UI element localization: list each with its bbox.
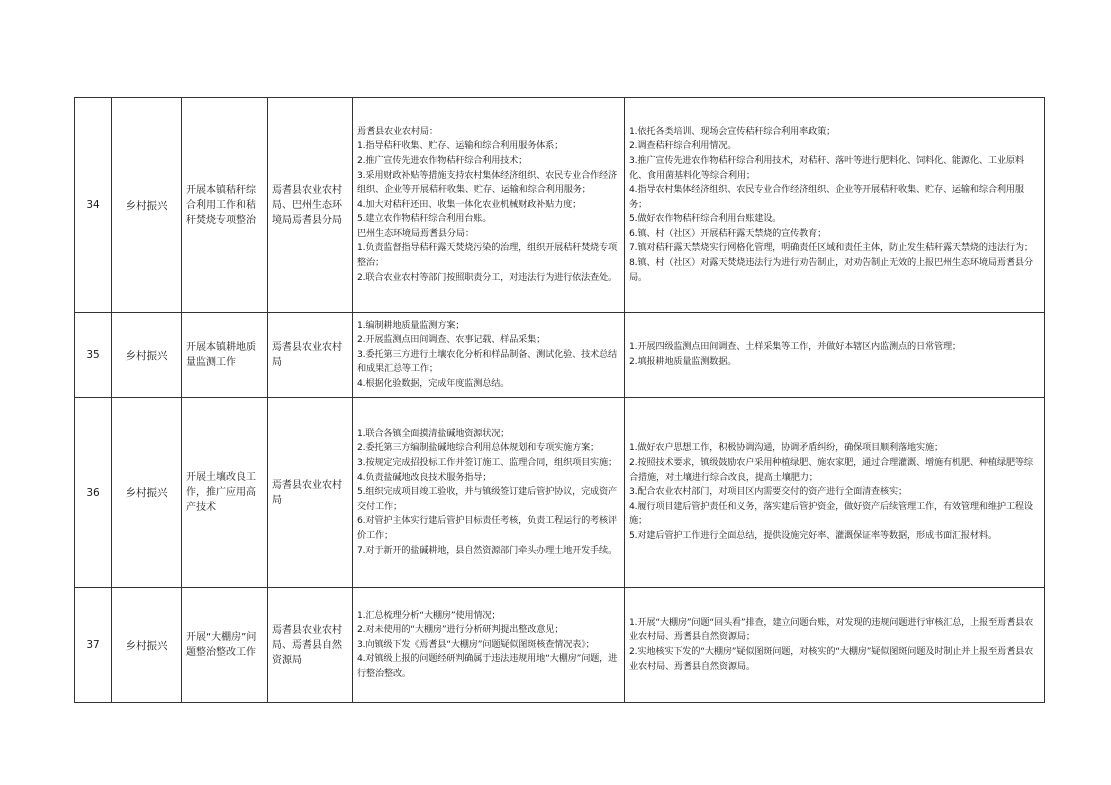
duty-line: 2.调查秸秆综合利用情况。 [629, 140, 737, 152]
duty-line: 5.做好农作物秸秆综合利用台账建设。 [629, 213, 782, 225]
table-row-35 [75, 313, 1045, 398]
row-category: 乡村振兴 [112, 98, 182, 313]
row-town-duties [625, 98, 1045, 313]
row-county-duties [353, 313, 625, 398]
duty-line: 1.依托各类培训、现场会宣传秸秆综合利用率政策； [629, 125, 836, 137]
duty-line: 3.采用财政补贴等措施支持农村集体经济组织、农民专业合作经济组织、企业等开展秸秆收集、贮存、运输和综合利用服务； [357, 169, 618, 196]
duty-line: 4.负责盐碱地改良技术服务指导； [357, 471, 492, 483]
row-number: 36 [75, 398, 112, 588]
duty-line: 8.镇、村（社区）对露天焚烧违法行为进行劝告制止，对劝告制止无效的上报巴州生态环境局焉耆县分局。 [629, 257, 1033, 283]
duty-line: 6.镇、村（社区）开展秸秆露天禁烧的宣传教育； [629, 227, 827, 239]
duty-line: 2.委托第三方编制盐碱地综合利用总体规划和专项实施方案； [357, 442, 600, 454]
duty-line: 1.开展四级监测点田间调查、土样采集等工作，并做好本辖区内监测点的日常管理； [629, 341, 961, 353]
row-town-duties [625, 588, 1045, 703]
duty-line: 1.编制耕地质量监测方案； [357, 319, 465, 331]
duty-line: 5.建立农作物秸秆综合利用台账。 [357, 213, 492, 225]
table-row-34 [75, 98, 1045, 313]
row-category: 乡村振兴 [112, 313, 182, 398]
duty-line: 3.向镇级下发《焉耆县“大棚房”问题疑似图斑核查情况表》； [357, 638, 595, 650]
row-task: 开展土壤改良工作，推广应用高产技术 [182, 398, 268, 588]
duty-line: 3.推广宣传先进农作物秸秆综合利用技术，对秸秆、落叶等进行肥料化、饲料化、能源化、工业原料化、食用菌基料化等综合利用； [629, 154, 1024, 181]
duty-line: 1.做好农户思想工作，积极协调沟通，协调矛盾纠纷，确保项目顺利落地实施； [629, 442, 943, 454]
row-category: 乡村振兴 [112, 588, 182, 703]
duty-line: 3.配合农业农村部门，对项目区内需要交付的资产进行全面清查核实； [629, 486, 907, 498]
row-county-duties [353, 398, 625, 588]
row-county-duties [353, 98, 625, 313]
duty-line: 7.镇对秸秆露天禁烧实行网格化管理，明确责任区域和责任主体，防止发生秸秆露天禁烧的违法行为； [629, 242, 1033, 254]
duty-line: 1.汇总梳理分析“大棚房”使用情况； [357, 609, 501, 621]
duty-line: 4.对镇级上报的问题经研判确属于违法违规用地“大棚房”问题，进行整治整改。 [357, 653, 618, 679]
duty-line: 1.开展“大棚房”问题“回头看”排查，建立问题台账，对发现的违规问题进行审核汇总，上报至焉耆县农业农村局、焉耆县自然资源局； [629, 616, 1034, 643]
duty-line: 2.实地核实下发的“大棚房”疑似图斑问题，对核实的“大棚房”疑似图斑问题及时制止并上报至焉耆县农业农村局、焉耆县自然资源局。 [629, 646, 1034, 672]
row-town-duties [625, 398, 1045, 588]
row-task: 开展“大棚房”问题整治整改工作 [182, 588, 268, 703]
duty-line: 巴州生态环境局焉耆县分局： [357, 227, 474, 239]
duty-line: 2.对未使用的“大棚房”进行分析研判提出整改意见； [357, 624, 564, 636]
row-department: 焉耆县农业农村局 [268, 398, 353, 588]
table-row-37 [75, 588, 1045, 703]
row-department: 焉耆县农业农村局、焉耆县自然资源局 [268, 588, 353, 703]
duty-line: 1.联合各镇全面摸清盐碱地资源状况； [357, 427, 510, 439]
duty-line: 1.指导秸秆收集、贮存、运输和综合利用服务体系； [357, 140, 564, 152]
duty-line: 焉耆县农业农村局： [357, 125, 438, 137]
row-county-duties [353, 588, 625, 703]
row-department: 焉耆县农业农村局、巴州生态环境局焉耆县分局 [268, 98, 353, 313]
row-task: 开展本镇秸秆综合利用工作和秸秆焚烧专项整治 [182, 98, 268, 313]
table-row-36 [75, 398, 1045, 588]
duty-line: 2.推广宣传先进农作物秸秆综合利用技术； [357, 154, 528, 166]
duty-line: 5.组织完成项目竣工验收，并与镇级签订建后管护协议，完成资产交付工作； [357, 486, 618, 512]
duty-line: 2.开展监测点田间调查、农事记载、样品采集； [357, 334, 546, 346]
duty-line: 4.指导农村集体经济组织、农民专业合作经济组织、企业等开展秸秆收集、贮存、运输和综合利用服务； [629, 184, 1024, 210]
row-number: 35 [75, 313, 112, 398]
duty-line: 3.委托第三方进行土壤农化分析和样品制备、测试化验、技术总结和成果汇总等工作； [357, 348, 618, 375]
duty-line: 4.根据化验数据，完成年度监测总结。 [357, 377, 510, 389]
duty-line: 3.按规定完成招投标工作并签订施工、监理合同，组织项目实施； [357, 457, 618, 469]
row-task: 开展本镇耕地质量监测工作 [182, 313, 268, 398]
duty-table-body [75, 98, 1045, 703]
duty-line: 5.对建后管护工作进行全面总结，提供设施完好率、灌溉保证率等数据，形成书面汇报材料。 [629, 529, 997, 541]
duty-line: 1.负责监督指导秸秆露天焚烧污染的治理，组织开展秸秆焚烧专项整治； [357, 242, 618, 269]
duty-table [74, 97, 1045, 703]
row-category: 乡村振兴 [112, 398, 182, 588]
duty-line: 2.联合农业农村等部门按照职责分工，对违法行为进行依法查处。 [357, 271, 618, 283]
duty-line: 2.填报耕地质量监测数据。 [629, 356, 737, 367]
row-town-duties [625, 313, 1045, 398]
duty-line: 2.按照技术要求，镇级鼓励农户采用种植绿肥、施农家肥，通过合理灌溉、增施有机肥、种植绿肥等综合措施，对土壤进行综合改良，提高土壤肥力； [629, 457, 1033, 483]
row-number: 34 [75, 98, 112, 313]
duty-line: 4.加大对秸秆还田、收集一体化农业机械财政补贴力度； [357, 198, 582, 210]
row-number: 37 [75, 588, 112, 703]
duty-line: 6.对管护主体实行建后管护目标责任考核，负责工程运行的考核评价工作； [357, 515, 618, 541]
duty-line: 4.履行项目建后管护责任和义务，落实建后管护资金，做好资产后续管理工作，有效管理和维护工程设施； [629, 500, 1033, 527]
duty-line: 7.对于新开的盐碱耕地，县自然资源部门牵头办理土地开发手续。 [357, 544, 618, 556]
row-department: 焉耆县农业农村局 [268, 313, 353, 398]
